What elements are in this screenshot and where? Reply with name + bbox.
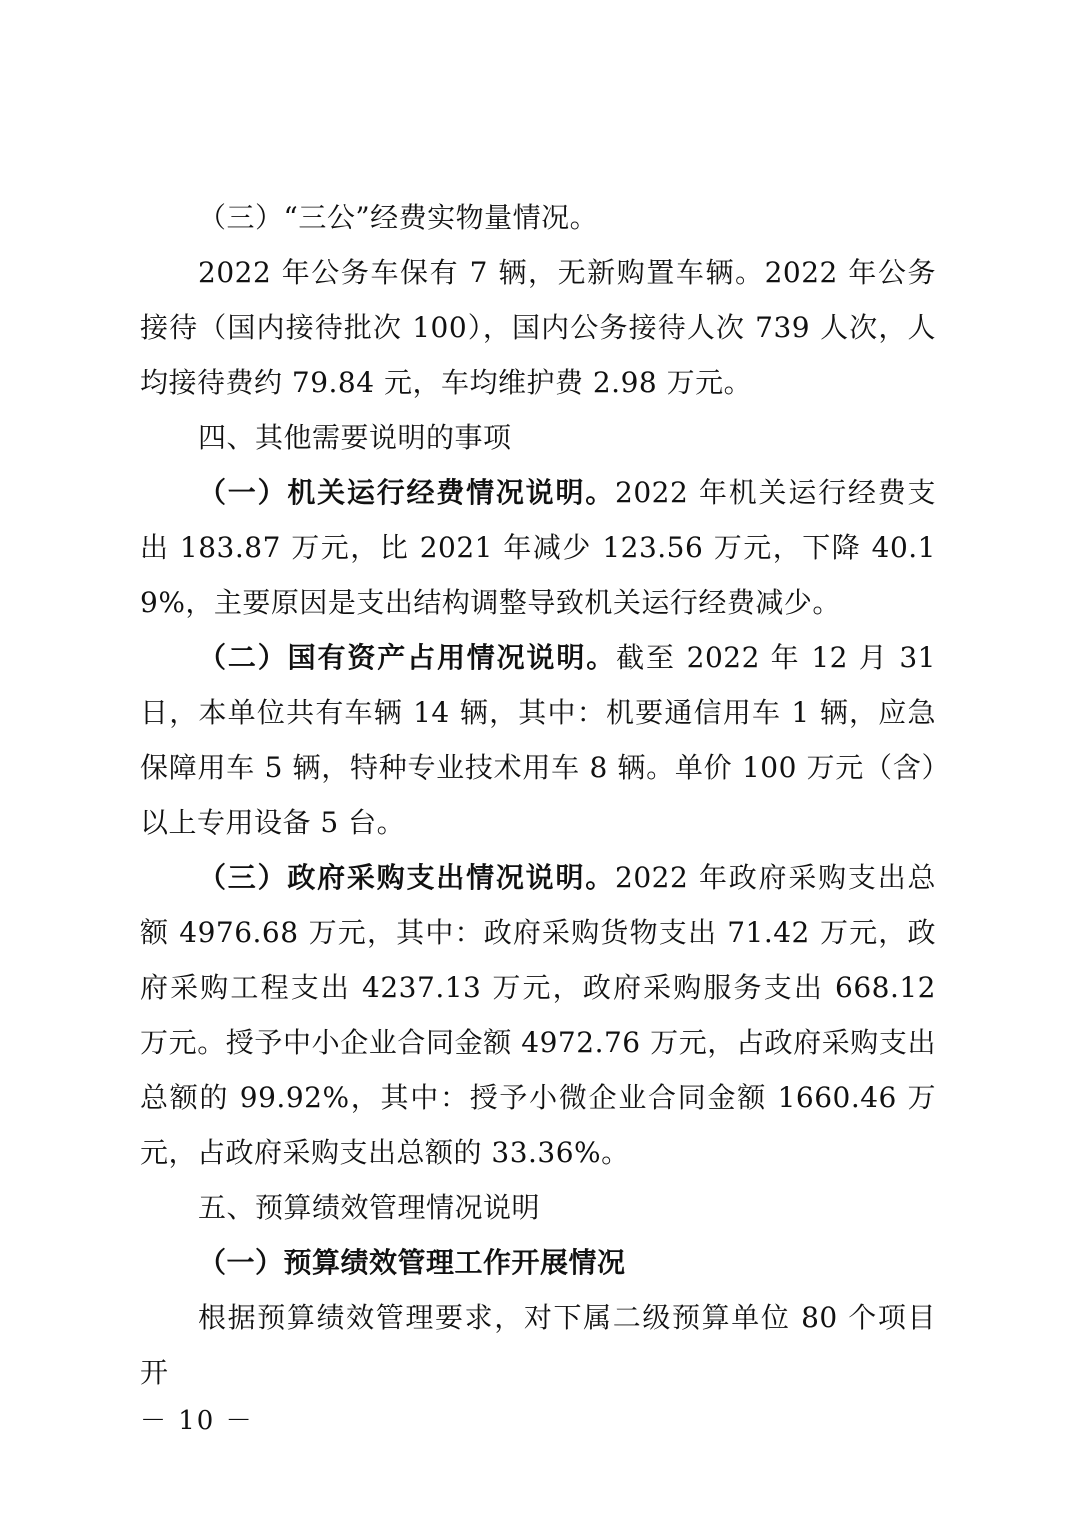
paragraph-text: 截至 2022 年 12 月 31 日，本单位共有车辆 14 辆，其中：机要通信用车 1 辆，应急保障用车 5 辆，特种专业技术用车 8 辆。单价 100 万元（含）以上专用设备 5 台。 xyxy=(140,641,936,839)
heading-text: 五、预算绩效管理情况说明 xyxy=(198,1191,541,1224)
paragraph-text: （三）“三公”经费实物量情况。 xyxy=(198,201,599,234)
paragraph-lead: （一）预算绩效管理工作开展情况 xyxy=(198,1246,626,1279)
paragraph-text: 2022 年机关运行经费支出 183.87 万元，比 2021 年减少 123.56 万元，下降 40.19%，主要原因是支出结构调整导致机关运行经费减少。 xyxy=(140,476,936,619)
heading-text: 四、其他需要说明的事项 xyxy=(198,421,512,454)
paragraph-vehicles-reception xyxy=(140,245,936,410)
paragraph-text: 根据预算绩效管理要求，对下属二级预算单位 80 个项目开 xyxy=(140,1301,936,1389)
paragraph-text: 2022 年政府采购支出总额 4976.68 万元，其中：政府采购货物支出 71.42 万元，政府采购工程支出 4237.13 万元，政府采购服务支出 668.12 万元。授予中小企业合同金额 4972.76 万元，占政府采购支出总额的 99.92%，其中：授予小微企业合同金额 1660.46 万元，占政府采购支出总额的 33.36%。 xyxy=(140,861,936,1169)
paragraph-lead: （一）机关运行经费情况说明。 xyxy=(198,476,616,509)
paragraph-government-procurement xyxy=(140,850,936,1180)
page-number: － 10 － xyxy=(140,1406,254,1436)
paragraph-performance-requirements xyxy=(140,1290,936,1400)
paragraph-lead: （三）政府采购支出情况说明。 xyxy=(198,861,616,894)
paragraph-performance-work xyxy=(140,1235,936,1290)
section-heading-four xyxy=(140,410,936,465)
document-body xyxy=(140,190,936,1400)
section-heading-five xyxy=(140,1180,936,1235)
paragraph-lead: （二）国有资产占用情况说明。 xyxy=(198,641,617,674)
paragraph-operating-expenses xyxy=(140,465,936,630)
paragraph-text: 2022 年公务车保有 7 辆，无新购置车辆。2022 年公务接待（国内接待批次 100），国内公务接待人次 739 人次，人均接待费约 79.84 元，车均维护费 2.98 万元。 xyxy=(140,256,936,399)
paragraph-state-assets xyxy=(140,630,936,850)
paragraph-three-public-physical xyxy=(140,190,936,245)
